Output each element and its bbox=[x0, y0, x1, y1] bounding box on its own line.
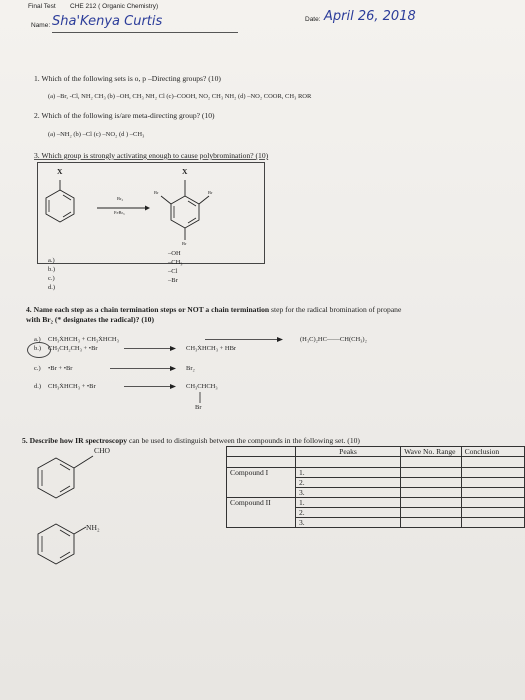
q3-choice-a: –OH bbox=[168, 250, 181, 257]
ir-header-conclusion: Conclusion bbox=[461, 447, 524, 457]
q3-choice-c: –Cl bbox=[168, 268, 178, 275]
ir-spacer-cell bbox=[227, 457, 296, 468]
q5-text-rest: can be used to distinguish between the compounds in the following set. (10) bbox=[127, 436, 360, 445]
step-b-reactants: CH₃CH₂CH₃ + •Br bbox=[48, 345, 98, 352]
step-d-products: CH₃CHCH₃ bbox=[186, 383, 218, 390]
ir-header-peaks: Peaks bbox=[295, 447, 400, 457]
step-a-products: (H₃C)₂HC——CH(CH₃)₂ bbox=[300, 336, 367, 343]
q2-options: (a) –NH₂ (b) –Cl (c) –NO₂ (d ) –CH₃ bbox=[48, 131, 145, 138]
q4-text-rest: step for the radical bromination of propane bbox=[269, 305, 402, 314]
step-a-reactants: CH₃ẊHCH₃ + CH₃ẊHCH₃ bbox=[48, 336, 119, 343]
mol1-cho-label: CHO bbox=[94, 446, 111, 455]
q4-text-bold: 4. Name each step as a chain termination steps or NOT a chain termination bbox=[26, 305, 270, 314]
q3-choice-d-letter: d.) bbox=[48, 284, 56, 291]
step-c-label: c.) bbox=[34, 365, 41, 372]
student-name: Sha'Kenya Curtis bbox=[52, 14, 163, 29]
ir-compound2-label: Compound II bbox=[227, 498, 296, 528]
q4-text-line2: with Br₂ (* designates the radical)? (10) bbox=[26, 315, 154, 324]
ir-header-wave: Wave No. Range bbox=[401, 447, 462, 457]
ir-c1-peak-1: 1. bbox=[295, 468, 400, 478]
step-d-reactants: CH₃ẊHCH₃ + •Br bbox=[48, 383, 96, 390]
step-d-br-sub: Br bbox=[195, 404, 202, 411]
reagent-br2: Br₂ bbox=[117, 196, 124, 201]
mol2-nh2-label: NH₂ bbox=[86, 523, 100, 532]
ir-c2-peak-2: 2. bbox=[295, 508, 400, 518]
q1-text: 1. Which of the following sets is o, p –Directing groups? (10) bbox=[34, 74, 221, 83]
ir-header-blank bbox=[227, 447, 296, 457]
q3-text: 3. Which group is strongly activating enough to cause polybromination? (10) bbox=[34, 151, 269, 160]
ir-c2-peak-3: 3. bbox=[295, 518, 400, 528]
step-d-label: d.) bbox=[34, 383, 42, 390]
ir-table bbox=[226, 446, 525, 528]
aniline-structure bbox=[38, 524, 86, 564]
exam-date: April 26, 2018 bbox=[324, 9, 416, 24]
q3-choice-c-letter: c.) bbox=[48, 275, 55, 282]
ir-c1-peak-3: 3. bbox=[295, 488, 400, 498]
step-a-label: a.) bbox=[34, 336, 41, 343]
step-b-products: CH₃ẊHCH₃ + HBr bbox=[186, 345, 237, 352]
br-bottom-label: Br bbox=[182, 241, 187, 246]
right-x-label: X bbox=[182, 167, 188, 176]
step-b-label: b.) bbox=[34, 345, 42, 352]
br-right-label: Br bbox=[208, 190, 213, 195]
br-left-label: Br bbox=[154, 190, 159, 195]
left-x-label: X bbox=[57, 167, 63, 176]
step-c-reactants: •Br + •Br bbox=[48, 365, 73, 372]
date-label: Date: bbox=[305, 16, 321, 23]
course-title: CHE 212 ( Organic Chemistry) bbox=[70, 3, 159, 10]
q2-text: 2. Which of the following is/are meta-directing group? (10) bbox=[34, 111, 215, 120]
ir-c2-peak-1: 1. bbox=[295, 498, 400, 508]
ir-compound1-label: Compound I bbox=[227, 468, 296, 498]
q3-choice-b-letter: b.) bbox=[48, 266, 56, 273]
benzaldehyde-structure bbox=[38, 456, 93, 498]
q1-options: (a) –Br, -Cl, NH₂ CH₃ (b) –OH, CH₃ NH₂ Cl (c)–COOH, NO₂ CH₃ NH₂ (d) –NO₂ COOR, CH₃ ROR bbox=[48, 93, 312, 100]
test-title: Final Test bbox=[28, 3, 56, 10]
name-label: Name: bbox=[31, 22, 51, 29]
q3-choice-d: –Br bbox=[168, 277, 178, 284]
step-c-products: Br₂ bbox=[186, 365, 195, 372]
q3-choice-b: –CH₃ bbox=[168, 259, 183, 266]
q5-text-bold: 5. Describe how IR spectroscopy bbox=[22, 436, 128, 445]
q3-choice-a-letter: a.) bbox=[48, 257, 55, 264]
reagent-febr3: FeBr₃ bbox=[114, 210, 125, 215]
ir-c1-peak-2: 2. bbox=[295, 478, 400, 488]
